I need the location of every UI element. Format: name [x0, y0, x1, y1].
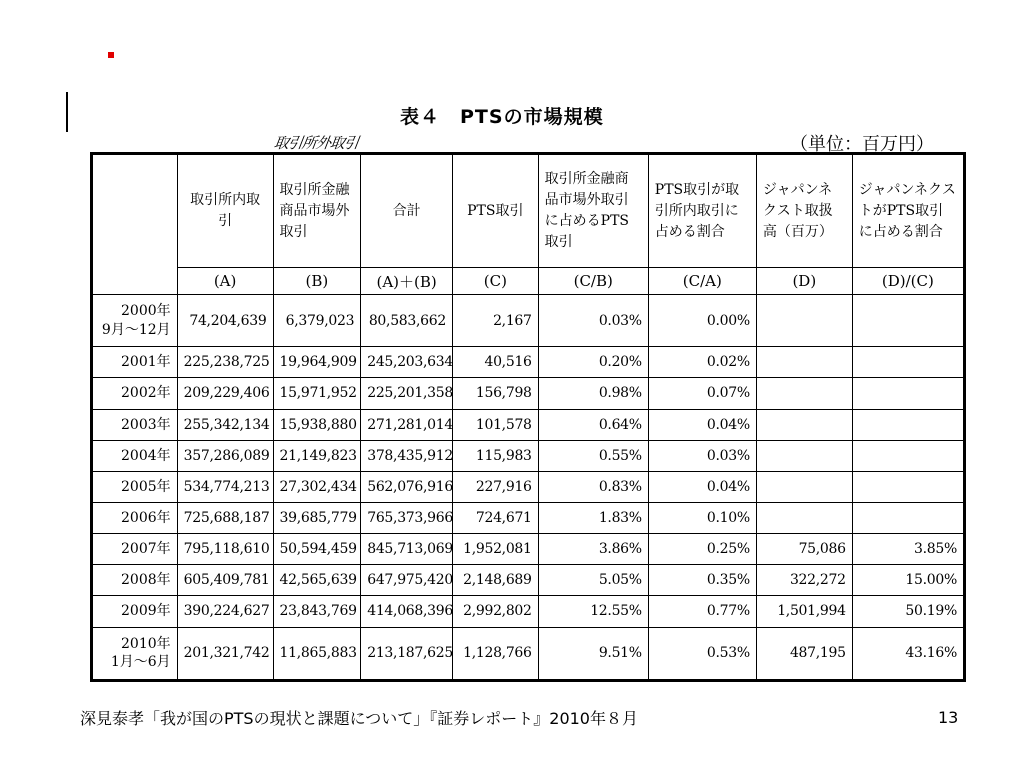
data-cell: 101,578 [453, 409, 539, 440]
column-header: 取引所金融商品市場外取引 [273, 154, 361, 268]
data-cell: 725,688,187 [177, 502, 273, 533]
table-title: 表４ PTSの市場規模 [400, 106, 604, 128]
handwritten-note: 取引所外取引 [272, 134, 360, 152]
data-cell: 0.64% [538, 409, 648, 440]
data-cell: 414,068,396 [361, 596, 453, 627]
column-code: (C) [453, 268, 539, 295]
data-cell: 1.83% [538, 502, 648, 533]
table-row [92, 347, 965, 378]
data-cell: 0.20% [538, 347, 648, 378]
data-cell: 21,149,823 [273, 440, 361, 471]
data-cell [756, 502, 852, 533]
data-cell: 5.05% [538, 565, 648, 596]
data-cell [852, 295, 964, 347]
table-row [92, 295, 965, 347]
data-cell: 75,086 [756, 534, 852, 565]
data-cell: 647,975,420 [361, 565, 453, 596]
data-cell: 605,409,781 [177, 565, 273, 596]
data-cell: 0.25% [648, 534, 756, 565]
column-header: 合計 [361, 154, 453, 268]
corner-header-cell [92, 154, 178, 295]
data-cell [852, 347, 964, 378]
scanned-table-image [66, 92, 971, 684]
period-cell: 2007年 [92, 534, 178, 565]
data-cell: 9.51% [538, 627, 648, 680]
data-cell: 724,671 [453, 502, 539, 533]
data-cell: 27,302,434 [273, 471, 361, 502]
data-cell: 0.35% [648, 565, 756, 596]
data-cell: 0.07% [648, 378, 756, 409]
period-cell: 2000年 9月～12月 [92, 295, 178, 347]
data-cell: 2,148,689 [453, 565, 539, 596]
period-cell: 2004年 [92, 440, 178, 471]
table-row [92, 534, 965, 565]
period-cell: 2005年 [92, 471, 178, 502]
data-cell: 378,435,912 [361, 440, 453, 471]
data-cell: 11,865,883 [273, 627, 361, 680]
column-code: (D)/(C) [852, 268, 964, 295]
unit-label: （単位：百万円） [790, 134, 934, 155]
data-cell: 245,203,634 [361, 347, 453, 378]
data-cell: 201,321,742 [177, 627, 273, 680]
data-cell [852, 378, 964, 409]
data-cell: 0.02% [648, 347, 756, 378]
data-cell: 19,964,909 [273, 347, 361, 378]
data-cell: 6,379,023 [273, 295, 361, 347]
data-cell: 227,916 [453, 471, 539, 502]
column-header: PTS取引が取引所内取引に占める割合 [648, 154, 756, 268]
data-cell [756, 295, 852, 347]
table-container [90, 152, 966, 682]
data-cell: 39,685,779 [273, 502, 361, 533]
table-row [92, 471, 965, 502]
data-cell: 357,286,089 [177, 440, 273, 471]
data-cell: 23,843,769 [273, 596, 361, 627]
data-cell: 156,798 [453, 378, 539, 409]
data-cell: 12.55% [538, 596, 648, 627]
data-cell: 0.77% [648, 596, 756, 627]
source-citation: 深見泰孝「我が国のPTSの現状と課題について」『証券レポート』2010年８月 [80, 709, 638, 728]
data-cell: 15.00% [852, 565, 964, 596]
data-cell: 42,565,639 [273, 565, 361, 596]
data-cell: 213,187,625 [361, 627, 453, 680]
column-header: 取引所金融商品市場外取引に占めるPTS取引 [538, 154, 648, 268]
period-cell: 2009年 [92, 596, 178, 627]
data-cell [852, 471, 964, 502]
data-cell: 562,076,916 [361, 471, 453, 502]
data-cell: 765,373,966 [361, 502, 453, 533]
column-code-row [92, 268, 965, 295]
data-cell [852, 409, 964, 440]
data-cell: 43.16% [852, 627, 964, 680]
table-body [92, 295, 965, 681]
data-cell: 271,281,014 [361, 409, 453, 440]
data-cell: 1,952,081 [453, 534, 539, 565]
pts-market-size-table [90, 152, 966, 682]
data-cell: 0.04% [648, 409, 756, 440]
data-cell: 845,713,069 [361, 534, 453, 565]
column-code: (D) [756, 268, 852, 295]
period-cell: 2006年 [92, 502, 178, 533]
data-cell: 1,128,766 [453, 627, 539, 680]
data-cell [756, 378, 852, 409]
column-header: PTS取引 [453, 154, 539, 268]
period-cell: 2002年 [92, 378, 178, 409]
column-code: (C/B) [538, 268, 648, 295]
data-cell: 322,272 [756, 565, 852, 596]
data-cell: 15,971,952 [273, 378, 361, 409]
scan-edge-mark [66, 92, 68, 132]
data-cell: 2,992,802 [453, 596, 539, 627]
column-header: ジャパンネクスト取扱高（百万） [756, 154, 852, 268]
data-cell: 115,983 [453, 440, 539, 471]
table-row [92, 502, 965, 533]
table-row [92, 627, 965, 680]
table-row [92, 565, 965, 596]
data-cell: 50,594,459 [273, 534, 361, 565]
data-cell: 74,204,639 [177, 295, 273, 347]
column-header: 取引所内取引 [177, 154, 273, 268]
data-cell: 390,224,627 [177, 596, 273, 627]
data-cell: 2,167 [453, 295, 539, 347]
red-bullet-dot [108, 52, 114, 58]
column-header: ジャパンネクストがPTS取引に占める割合 [852, 154, 964, 268]
data-cell: 15,938,880 [273, 409, 361, 440]
data-cell: 40,516 [453, 347, 539, 378]
data-cell: 255,342,134 [177, 409, 273, 440]
data-cell: 225,201,358 [361, 378, 453, 409]
data-cell: 0.98% [538, 378, 648, 409]
data-cell: 0.00% [648, 295, 756, 347]
column-code: (A) [177, 268, 273, 295]
period-cell: 2003年 [92, 409, 178, 440]
table-row [92, 440, 965, 471]
data-cell: 0.55% [538, 440, 648, 471]
data-cell: 80,583,662 [361, 295, 453, 347]
data-cell: 534,774,213 [177, 471, 273, 502]
column-code: (B) [273, 268, 361, 295]
data-cell: 0.03% [648, 440, 756, 471]
table-row [92, 409, 965, 440]
data-cell: 0.83% [538, 471, 648, 502]
data-cell [852, 502, 964, 533]
column-code: (A)＋(B) [361, 268, 453, 295]
data-cell: 0.53% [648, 627, 756, 680]
data-cell: 0.10% [648, 502, 756, 533]
header-row [92, 154, 965, 268]
table-row [92, 378, 965, 409]
data-cell [756, 471, 852, 502]
data-cell: 50.19% [852, 596, 964, 627]
period-cell: 2010年 1月～6月 [92, 627, 178, 680]
data-cell: 1,501,994 [756, 596, 852, 627]
data-cell [756, 440, 852, 471]
data-cell: 487,195 [756, 627, 852, 680]
data-cell: 3.85% [852, 534, 964, 565]
data-cell: 225,238,725 [177, 347, 273, 378]
data-cell: 0.03% [538, 295, 648, 347]
data-cell [756, 347, 852, 378]
data-cell [756, 409, 852, 440]
data-cell: 795,118,610 [177, 534, 273, 565]
column-code: (C/A) [648, 268, 756, 295]
data-cell: 209,229,406 [177, 378, 273, 409]
data-cell: 3.86% [538, 534, 648, 565]
data-cell [852, 440, 964, 471]
data-cell: 0.04% [648, 471, 756, 502]
period-cell: 2001年 [92, 347, 178, 378]
period-cell: 2008年 [92, 565, 178, 596]
page-number: 13 [938, 708, 959, 727]
table-row [92, 596, 965, 627]
